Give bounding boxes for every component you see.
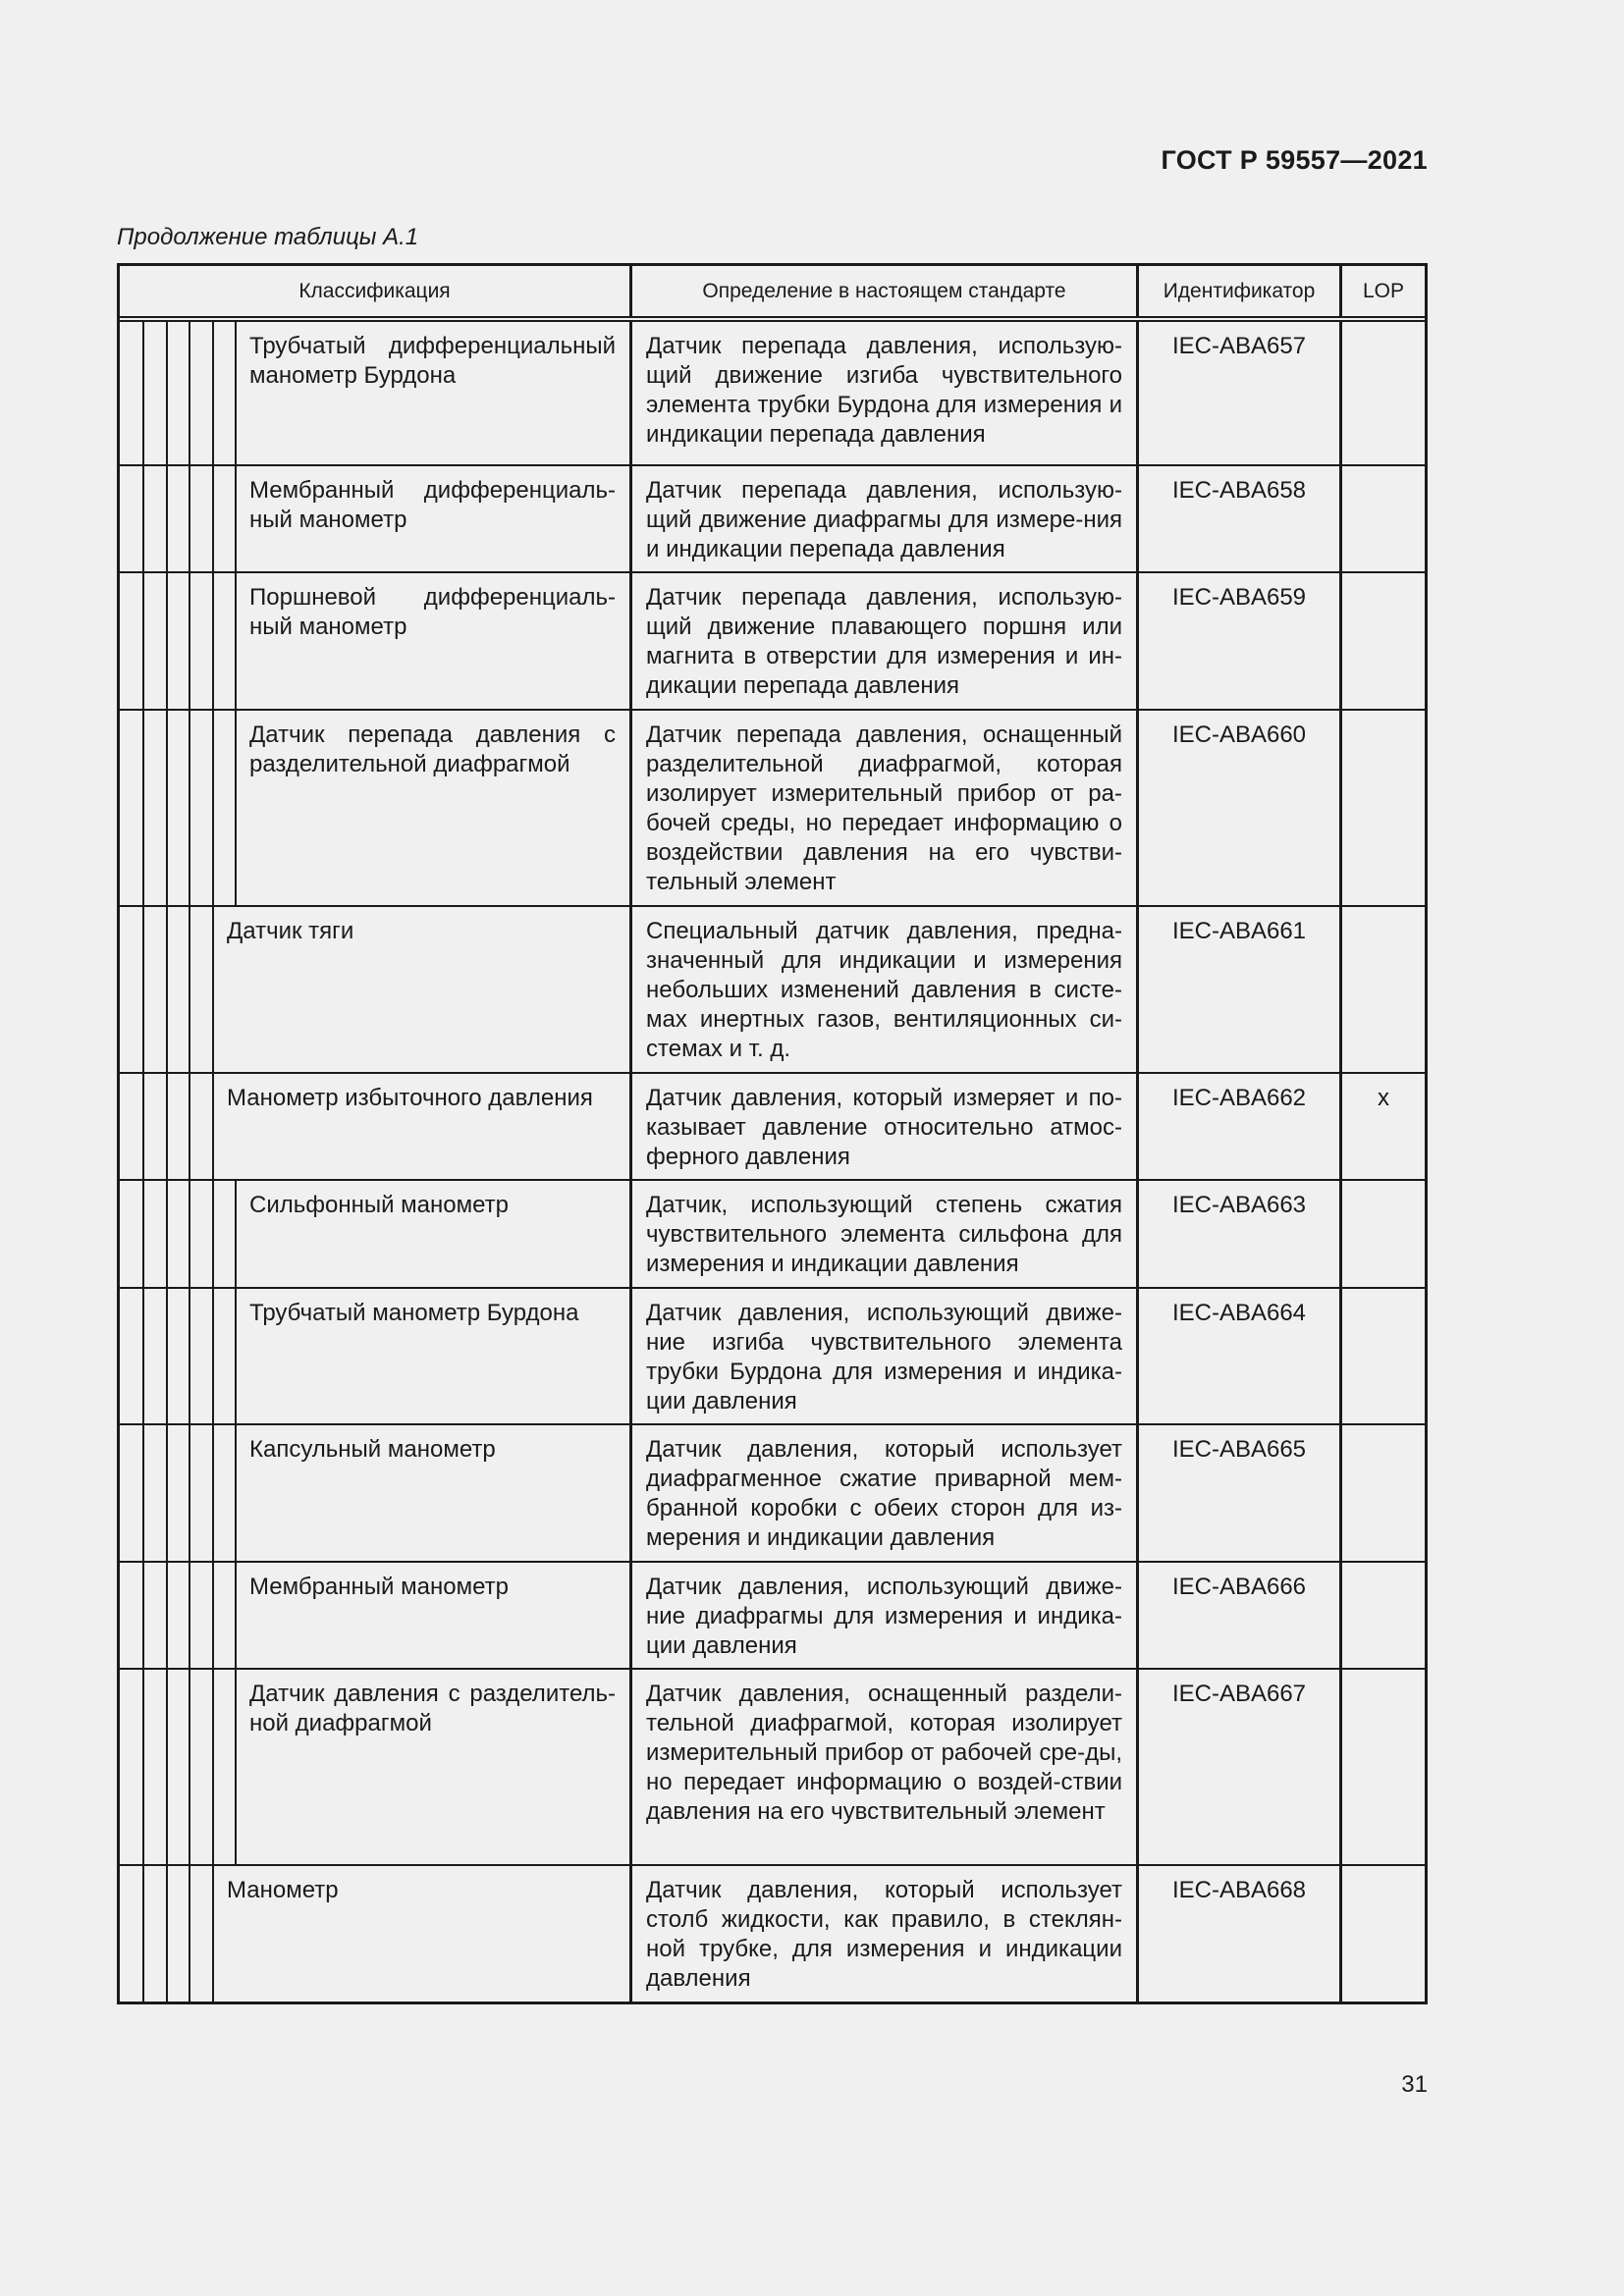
identifier-cell: IEC-ABA668 — [1139, 1866, 1342, 2002]
classification-text: Сильфонный манометр — [249, 1192, 510, 1218]
lop-cell — [1342, 1866, 1425, 2002]
lop-cell — [1342, 573, 1425, 709]
hierarchy-guide-line — [142, 711, 144, 905]
page-number: 31 — [1401, 2071, 1428, 2098]
hierarchy-guide-line — [212, 1289, 214, 1423]
identifier-cell: IEC-ABA667 — [1139, 1670, 1342, 1864]
classification-cell — [120, 1670, 632, 1864]
lop-cell — [1342, 1670, 1425, 1864]
classification-cell — [120, 1563, 632, 1668]
classification-text: Мембранный манометр — [249, 1574, 509, 1600]
hierarchy-guide-line — [189, 1425, 190, 1561]
table-row — [120, 709, 1425, 905]
hierarchy-guide-line — [212, 1866, 214, 2002]
table-row — [120, 1287, 1425, 1423]
hierarchy-guide-line — [189, 466, 190, 571]
lop-cell — [1342, 907, 1425, 1072]
definition-cell: Датчик перепада давления, использую-щий движение диафрагмы для измере-ния и индикации перепада давления — [632, 466, 1139, 571]
classification-cell — [120, 322, 632, 464]
table-row — [120, 1072, 1425, 1179]
table-row — [120, 1864, 1425, 2002]
table-row — [120, 1668, 1425, 1864]
hierarchy-guide-line — [166, 1670, 168, 1864]
classification-text: Манометр избыточного давления — [227, 1085, 593, 1111]
classification-cell — [120, 1289, 632, 1423]
lop-cell — [1342, 711, 1425, 905]
classification-text: Датчик давления с разделитель-ной диафрагмой — [249, 1681, 616, 1736]
table-row — [120, 1179, 1425, 1287]
hierarchy-guide-line — [212, 711, 214, 905]
hierarchy-guide-line — [189, 1670, 190, 1864]
hierarchy-guide-line — [235, 322, 237, 464]
hierarchy-guide-line — [142, 573, 144, 709]
definition-cell: Датчик перепада давления, использую-щий движение изгиба чувствительного элемента трубки Бурдона для измерения и индикации перепада давления — [632, 322, 1139, 464]
definition-cell: Датчик перепада давления, оснащенный разделительной диафрагмой, которая изолирует измерительный прибор от ра-бочей среды, но передает информацию о воздействии давления на его чувстви-тельный элемент — [632, 711, 1139, 905]
hierarchy-guide-line — [235, 711, 237, 905]
table-row — [120, 322, 1425, 464]
table-body — [120, 322, 1425, 2002]
classification-cell — [120, 573, 632, 709]
definition-cell: Датчик давления, использующий движе-ние изгиба чувствительного элемента трубки Бурдона для измерения и индика-ции давления — [632, 1289, 1139, 1423]
hierarchy-guide-line — [166, 466, 168, 571]
hierarchy-guide-line — [235, 466, 237, 571]
hierarchy-guide-line — [142, 907, 144, 1072]
hierarchy-guide-line — [142, 1563, 144, 1668]
classification-text: Трубчатый дифференциальный манометр Бурдона — [249, 333, 616, 389]
hierarchy-guide-line — [166, 711, 168, 905]
table-row — [120, 464, 1425, 571]
classification-text: Датчик перепада давления с разделительной диафрагмой — [249, 721, 616, 777]
hierarchy-guide-line — [212, 907, 214, 1072]
table-row — [120, 905, 1425, 1072]
lop-cell — [1342, 466, 1425, 571]
hierarchy-guide-line — [142, 466, 144, 571]
identifier-cell: IEC-ABA661 — [1139, 907, 1342, 1072]
identifier-cell: IEC-ABA662 — [1139, 1074, 1342, 1179]
identifier-cell: IEC-ABA663 — [1139, 1181, 1342, 1287]
table-row — [120, 571, 1425, 709]
hierarchy-guide-line — [235, 1425, 237, 1561]
definition-cell: Специальный датчик давления, предна-значенный для индикации и измерения небольших изменений давления в систе-мах инертных газов, вентиляционных си-стемах и т. д. — [632, 907, 1139, 1072]
lop-cell — [1342, 322, 1425, 464]
classification-cell — [120, 711, 632, 905]
hierarchy-guide-line — [212, 466, 214, 571]
hierarchy-guide-line — [166, 907, 168, 1072]
definition-cell: Датчик перепада давления, использую-щий движение плавающего поршня или магнита в отверстии для измерения и ин-дикации перепада давления — [632, 573, 1139, 709]
hierarchy-guide-line — [235, 573, 237, 709]
classification-text: Мембранный дифференциаль-ный манометр — [249, 477, 616, 533]
hierarchy-guide-line — [166, 1563, 168, 1668]
definition-cell: Датчик давления, который использует столб жидкости, как правило, в стеклян-ной трубке, для измерения и индикации давления — [632, 1866, 1139, 2002]
header-identifier: Идентификатор — [1139, 266, 1342, 316]
lop-cell — [1342, 1425, 1425, 1561]
hierarchy-guide-line — [166, 1181, 168, 1287]
lop-cell: x — [1378, 1085, 1389, 1111]
identifier-cell: IEC-ABA657 — [1139, 322, 1342, 464]
definition-cell: Датчик давления, оснащенный раздели-тельной диафрагмой, которая изолирует измерительный прибор от рабочей сре-ды, но передает информацию о воздей-ствии давления на его чувствительный элемент — [632, 1670, 1139, 1864]
hierarchy-guide-line — [166, 573, 168, 709]
hierarchy-guide-line — [142, 322, 144, 464]
hierarchy-guide-line — [235, 1563, 237, 1668]
header-definition: Определение в настоящем стандарте — [632, 266, 1139, 316]
classification-cell — [120, 1866, 632, 2002]
classification-cell — [120, 1181, 632, 1287]
definition-cell: Датчик, использующий степень сжатия чувствительного элемента сильфона для измерения и индикации давления — [632, 1181, 1139, 1287]
hierarchy-guide-line — [235, 1181, 237, 1287]
standard-code: ГОСТ Р 59557—2021 — [1161, 145, 1428, 175]
header-lop: LOP — [1362, 279, 1405, 302]
hierarchy-guide-line — [189, 1866, 190, 2002]
definition-cell: Датчик давления, использующий движе-ние диафрагмы для измерения и индика-ции давления — [632, 1563, 1139, 1668]
hierarchy-guide-line — [142, 1425, 144, 1561]
hierarchy-guide-line — [212, 573, 214, 709]
identifier-cell: IEC-ABA664 — [1139, 1289, 1342, 1423]
classification-cell — [120, 1074, 632, 1179]
hierarchy-guide-line — [235, 1670, 237, 1864]
identifier-cell: IEC-ABA658 — [1139, 466, 1342, 571]
definition-cell: Датчик давления, который использует диафрагменное сжатие приварной мем-бранной коробки с обеих сторон для из-мерения и индикации давления — [632, 1425, 1139, 1561]
hierarchy-guide-line — [235, 1289, 237, 1423]
table-row — [120, 1561, 1425, 1668]
classification-cell — [120, 907, 632, 1072]
hierarchy-guide-line — [212, 322, 214, 464]
hierarchy-guide-line — [189, 1289, 190, 1423]
classification-table — [117, 263, 1428, 2004]
hierarchy-guide-line — [166, 1289, 168, 1423]
lop-cell — [1342, 1289, 1425, 1423]
lop-cell — [1342, 1563, 1425, 1668]
classification-text: Трубчатый манометр Бурдона — [249, 1300, 579, 1326]
hierarchy-guide-line — [142, 1074, 144, 1179]
hierarchy-guide-line — [166, 1866, 168, 2002]
hierarchy-guide-line — [142, 1181, 144, 1287]
classification-text: Датчик тяги — [227, 918, 354, 944]
hierarchy-guide-line — [166, 1425, 168, 1561]
hierarchy-guide-line — [212, 1074, 214, 1179]
classification-cell — [120, 1425, 632, 1561]
hierarchy-guide-line — [166, 1074, 168, 1179]
hierarchy-guide-line — [189, 711, 190, 905]
hierarchy-guide-line — [189, 1074, 190, 1179]
lop-cell — [1342, 1181, 1425, 1287]
hierarchy-guide-line — [142, 1866, 144, 2002]
hierarchy-guide-line — [212, 1181, 214, 1287]
hierarchy-guide-line — [189, 907, 190, 1072]
hierarchy-guide-line — [212, 1670, 214, 1864]
identifier-cell: IEC-ABA660 — [1139, 711, 1342, 905]
classification-text: Капсульный манометр — [249, 1436, 496, 1463]
identifier-cell: IEC-ABA666 — [1139, 1563, 1342, 1668]
identifier-cell: IEC-ABA659 — [1139, 573, 1342, 709]
hierarchy-guide-line — [212, 1563, 214, 1668]
hierarchy-guide-line — [189, 573, 190, 709]
hierarchy-guide-line — [212, 1425, 214, 1561]
table-caption: Продолжение таблицы А.1 — [117, 224, 419, 250]
hierarchy-guide-line — [166, 322, 168, 464]
classification-cell — [120, 466, 632, 571]
classification-text: Манометр — [227, 1877, 339, 1903]
classification-text: Поршневой дифференциаль-ный манометр — [249, 584, 616, 640]
hierarchy-guide-line — [142, 1670, 144, 1864]
hierarchy-guide-line — [189, 322, 190, 464]
identifier-cell: IEC-ABA665 — [1139, 1425, 1342, 1561]
hierarchy-guide-line — [189, 1181, 190, 1287]
header-classification: Классификация — [120, 266, 632, 316]
table-row — [120, 1423, 1425, 1561]
table-header — [120, 266, 1425, 322]
hierarchy-guide-line — [142, 1289, 144, 1423]
hierarchy-guide-line — [189, 1563, 190, 1668]
definition-cell: Датчик давления, который измеряет и по-казывает давление относительно атмос-ферного давления — [632, 1074, 1139, 1179]
